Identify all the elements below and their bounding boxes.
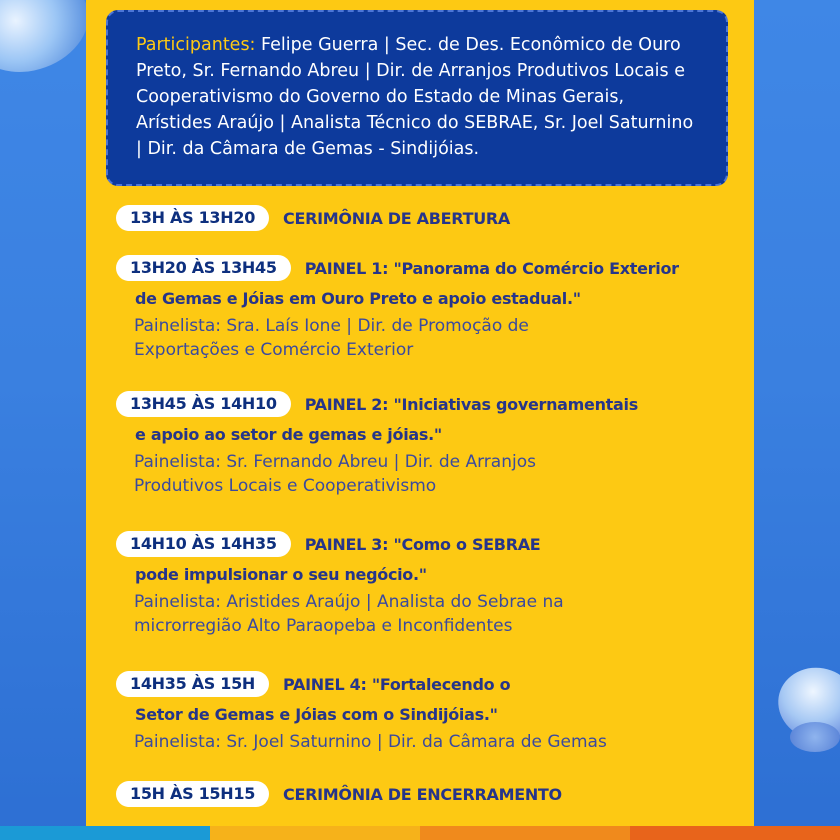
schedule-item-panel-4: [116, 671, 736, 754]
panel-title-line2: e apoio ao setor de gemas e jóias.": [135, 425, 442, 444]
panel-title-line2: Setor de Gemas e Jóias com o Sindijóias.": [135, 705, 498, 724]
panel-title-line1: PAINEL 4: "Fortalecendo o: [283, 674, 511, 694]
participants-text: Felipe Guerra | Sec. de Des. Econômico de Ouro Preto, Sr. Fernando Abreu | Dir. de Arranjos Produtivos Locais e Cooperativismo do Governo do Estado de Minas Gerais, Arístides Araújo | Analista Técnico do SEBRAE, Sr. Joel Saturnino | Dir. da Câmara de Gemas - Sindijóias.: [136, 35, 694, 159]
time-pill: 15H ÀS 15H15: [116, 781, 269, 807]
event-title: CERIMÔNIA DE ENCERRAMENTO: [283, 784, 562, 804]
panelist-line2: Exportações e Comércio Exterior: [134, 340, 414, 360]
panel-title-line2: pode impulsionar o seu negócio.": [135, 565, 427, 584]
time-pill: 13H20 ÀS 13H45: [116, 255, 291, 281]
panel-title-line1: PAINEL 1: "Panorama do Comércio Exterior: [304, 258, 679, 278]
panelist-line2: Produtivos Locais e Cooperativismo: [134, 476, 437, 496]
panelist-text: [116, 590, 736, 638]
event-title: CERIMÔNIA DE ABERTURA: [283, 208, 510, 228]
panelist-text: [116, 730, 736, 754]
time-pill: 13H45 ÀS 14H10: [116, 391, 291, 417]
panelist-line1: Painelista: Aristides Araújo | Analista do Sebrae na: [134, 592, 564, 612]
schedule-item-closing: [116, 781, 736, 807]
panel-title-line2: de Gemas e Jóias em Ouro Preto e apoio estadual.": [135, 289, 581, 308]
panelist-line1: Painelista: Sr. Fernando Abreu | Dir. de Arranjos: [134, 452, 536, 472]
panelist-text: [116, 314, 736, 362]
participants-label: Participantes:: [136, 35, 256, 55]
schedule-item-panel-1: [116, 255, 736, 362]
schedule-item-panel-2: [116, 391, 736, 498]
panel-title-line1: PAINEL 2: "Iniciativas governamentais: [304, 394, 638, 414]
schedule-item-panel-3: [116, 531, 736, 638]
schedule-item-opening: [116, 205, 736, 231]
panelist-line1: Painelista: Sr. Joel Saturnino | Dir. da Câmara de Gemas: [134, 732, 607, 752]
time-pill: 13H ÀS 13H20: [116, 205, 269, 231]
panel-title-line1: PAINEL 3: "Como o SEBRAE: [304, 534, 541, 554]
bottom-color-stripe: [0, 826, 840, 840]
panelist-text: [116, 450, 736, 498]
decorative-gem-right-shadow: [790, 722, 840, 752]
time-pill: 14H35 ÀS 15H: [116, 671, 269, 697]
panelist-line2: microrregião Alto Paraopeba e Inconfidentes: [134, 616, 513, 636]
panelist-line1: Painelista: Sra. Laís Ione | Dir. de Promoção de: [134, 316, 529, 336]
time-pill: 14H10 ÀS 14H35: [116, 531, 291, 557]
participants-box: [106, 10, 728, 186]
